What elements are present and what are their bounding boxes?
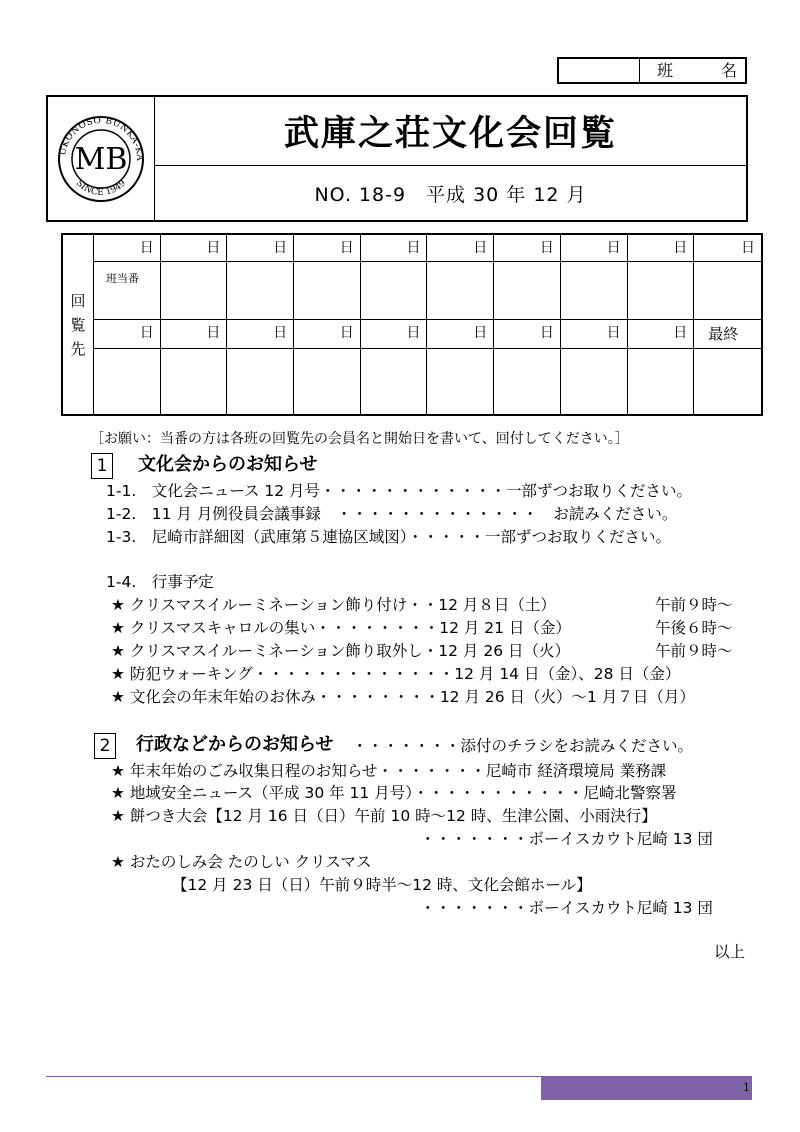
name-cell [427, 262, 494, 320]
list-item: ★ 年末年始のごみ収集日程のお知らせ・・・・・・・尼崎市 経済環境局 業務課 [111, 762, 667, 780]
request-note: ［お願い：当番の方は各班の回覧先の会員名と開始日を書いて、回付してください。］ [90, 431, 629, 447]
event-item: ★ クリスマスイルーミネーション飾り付け・・12 月８日（土） [111, 596, 556, 614]
association-logo [48, 97, 154, 220]
section2-heading: 行政などからのお知らせ [136, 734, 334, 755]
event-item: ★ クリスマスキャロルの集い・・・・・・・・12 月 21 日（金） [111, 619, 571, 637]
group-name-box [557, 57, 747, 84]
event-item: ★ クリスマスイルーミネーション飾り取外し・12 月 26 日（火） [111, 642, 571, 660]
issue-number: NO. 18-9 平成 30 年 12 月 [314, 183, 587, 206]
name-cell [361, 262, 428, 320]
date-cell: 日 [427, 320, 494, 349]
date-cell: 日 [161, 320, 228, 349]
name-cell [628, 349, 695, 414]
date-cell: 日 [628, 235, 695, 262]
list-item: 1-3. 尼崎市詳細図（武庫第５連協区域図）・・・・・一部ずつお取りください。 [106, 528, 671, 546]
list-item: ★ 地域安全ニュース（平成 30 年 11 月号）・・・・・・・・・・・尼崎北警察署 [111, 784, 677, 802]
issue-cell [155, 166, 746, 220]
svg-text:SINCE 1949: SINCE 1949 [73, 178, 129, 199]
date-cell: 日 [361, 320, 428, 349]
header-box [46, 95, 748, 222]
list-item: ★ おたのしみ会 たのしい クリスマス [111, 853, 372, 871]
date-cell: 日 [294, 235, 361, 262]
list-item: 1-1. 文化会ニュース 12 月号・・・・・・・・・・・・一部ずつお取りください。 [106, 482, 693, 500]
name-cell [561, 349, 628, 414]
page-title: 武庫之荘文化会回覧 [283, 114, 617, 154]
logo-monogram: MB [74, 142, 128, 177]
date-cell: 日 [227, 320, 294, 349]
circulation-table [61, 233, 763, 416]
svg-text:MUKONOSO BUNKA-KAI: UKONOSO BUNKA-KA [58, 115, 145, 162]
closing-text: 以上 [714, 943, 746, 961]
name-cell [694, 262, 761, 320]
event-time: 午後６時～ [655, 619, 733, 637]
name-cell [361, 349, 428, 414]
final-label-cell: 最終 [694, 320, 761, 349]
name-cell [294, 262, 361, 320]
section1-heading: 文化会からのお知らせ [138, 454, 318, 475]
list-item: ・・・・・・・ボーイスカウト尼崎 13 団 [420, 899, 713, 917]
name-cell [161, 262, 228, 320]
name-cell [494, 262, 561, 320]
name-cell [694, 349, 761, 414]
date-cell: 日 [561, 235, 628, 262]
date-cell: 日 [561, 320, 628, 349]
date-cell: 日 [427, 235, 494, 262]
name-cell [227, 349, 294, 414]
date-cell: 日 [161, 235, 228, 262]
list-item: ・・・・・・・ボーイスカウト尼崎 13 団 [420, 830, 713, 848]
list-item: 1-2. 11 月 月例役員会議事録 ・・・・・・・・・・・・・ お読みください。 [106, 505, 678, 523]
circulation-side-label: 回 覧 先 [63, 235, 94, 414]
name-label: 名 [720, 61, 737, 80]
duty-label-cell: 班当番 [94, 262, 161, 320]
name-cell [628, 262, 695, 320]
date-cell: 日 [94, 320, 161, 349]
date-cell: 日 [494, 320, 561, 349]
list-item: 【12 月 23 日（日）午前９時半～12 時、文化会館ホール】 [172, 876, 592, 894]
name-cell [161, 349, 228, 414]
date-cell: 日 [494, 235, 561, 262]
list-item: ★ 餅つき大会【12 月 16 日（日）午前 10 時～12 時、生津公園、小雨決行】 [111, 807, 657, 825]
title-cell [155, 97, 746, 166]
name-cell [94, 349, 161, 414]
name-cell [561, 262, 628, 320]
name-cell [494, 349, 561, 414]
logo-cell [48, 97, 155, 220]
date-cell: 日 [628, 320, 695, 349]
event-item: ★ 防犯ウォーキング・・・・・・・・・・・・・12 月 14 日（金）、28 日（金） [111, 665, 681, 683]
date-cell: 日 [694, 235, 761, 262]
date-cell: 日 [227, 235, 294, 262]
han-label: 班 [656, 61, 673, 80]
name-cell [227, 262, 294, 320]
section1-number: 1 [91, 453, 113, 479]
group-number-field [559, 59, 640, 82]
section2-heading-tail: ・・・・・・・添付のチラシをお読みください。 [352, 737, 694, 755]
event-time: 午前９時～ [655, 642, 733, 660]
event-time: 午前９時～ [655, 596, 733, 614]
event-item: ★ 文化会の年末年始のお休み・・・・・・・・12 月 26 日（火）～1 月７日（月） [111, 688, 695, 706]
date-cell: 日 [94, 235, 161, 262]
name-cell [427, 349, 494, 414]
name-cell [294, 349, 361, 414]
circulation-grid [94, 235, 761, 414]
section2-number: 2 [94, 733, 116, 759]
schedule-heading: 1-4. 行事予定 [106, 573, 214, 591]
date-cell: 日 [294, 320, 361, 349]
date-cell: 日 [361, 235, 428, 262]
page-number: 1 [743, 1081, 750, 1094]
